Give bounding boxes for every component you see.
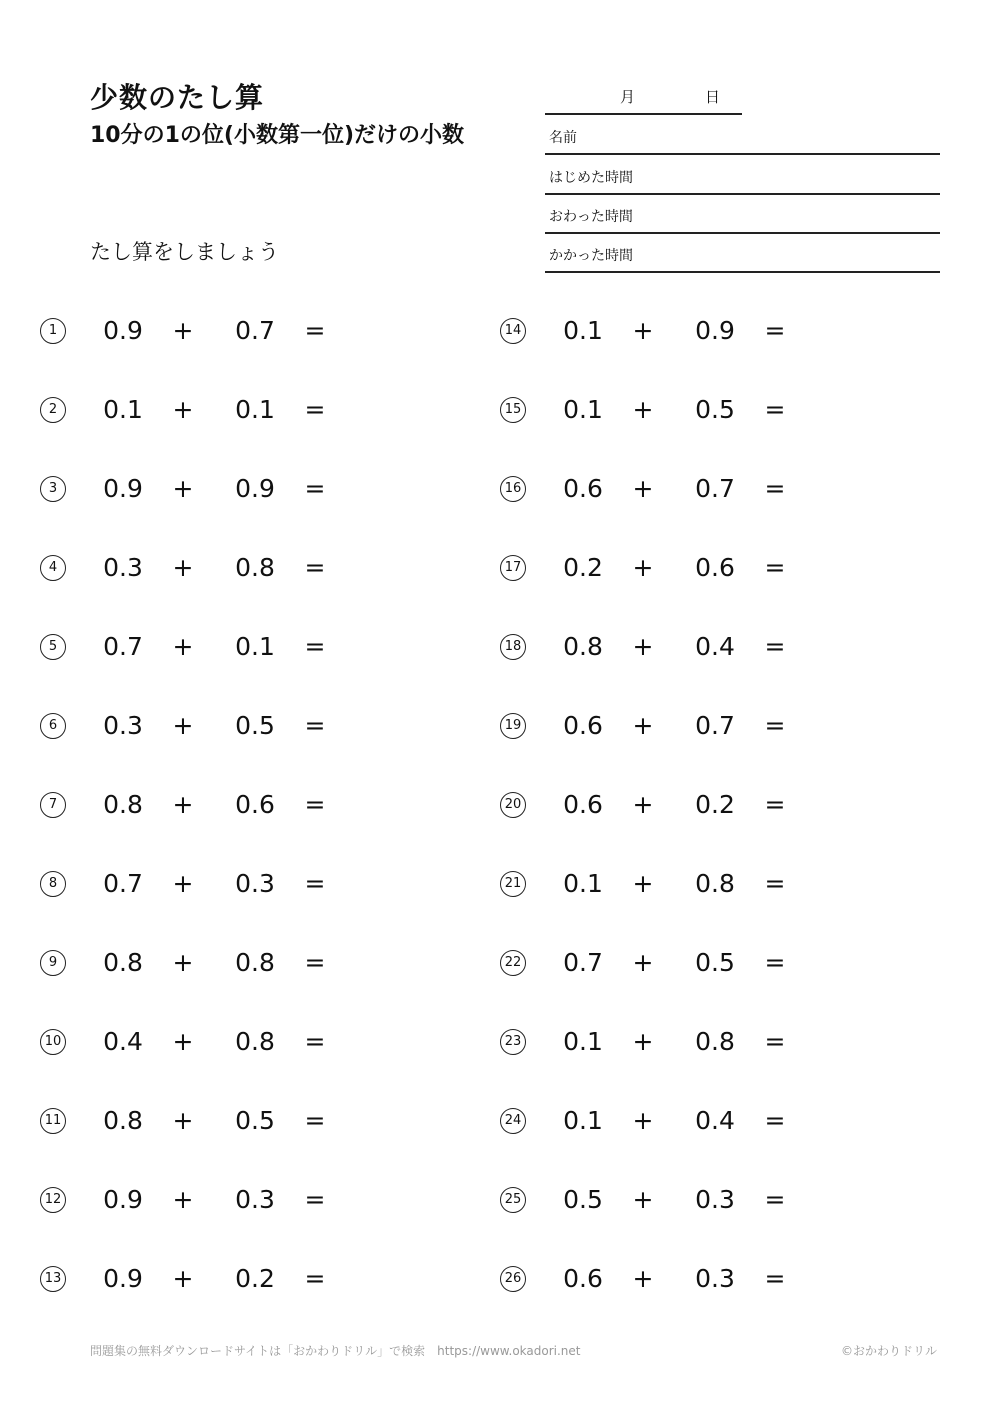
problem-number: 26 (500, 1266, 526, 1292)
problem-number: 17 (500, 555, 526, 581)
footer-copyright: ©おかわりドリル (840, 1344, 937, 1358)
operand-b: 0.8 (235, 1027, 275, 1056)
problem-number: 4 (40, 555, 66, 581)
problem-row (40, 627, 460, 667)
operand-a: 0.1 (563, 316, 603, 345)
plus-sign: + (632, 790, 654, 819)
equals-sign: = (304, 316, 326, 345)
operand-a: 0.9 (103, 1185, 143, 1214)
operand-b: 0.4 (695, 1106, 735, 1135)
problem-row (40, 785, 460, 825)
problem-number: 19 (500, 713, 526, 739)
problem-row (500, 1022, 920, 1062)
plus-sign: + (632, 316, 654, 345)
operand-a: 0.8 (103, 790, 143, 819)
operand-b: 0.6 (235, 790, 275, 819)
operand-b: 0.5 (235, 1106, 275, 1135)
operand-b: 0.9 (235, 474, 275, 503)
problem-row (500, 785, 920, 825)
operand-a: 0.1 (103, 395, 143, 424)
problem-row (500, 706, 920, 746)
operand-b: 0.3 (235, 1185, 275, 1214)
operand-b: 0.8 (695, 869, 735, 898)
plus-sign: + (172, 395, 194, 424)
problem-number: 11 (40, 1108, 66, 1134)
operand-b: 0.3 (695, 1264, 735, 1293)
operand-b: 0.1 (235, 395, 275, 424)
problem-number: 22 (500, 950, 526, 976)
plus-sign: + (172, 869, 194, 898)
plus-sign: + (172, 316, 194, 345)
end-time-field (545, 194, 940, 234)
operand-b: 0.7 (235, 316, 275, 345)
plus-sign: + (172, 1106, 194, 1135)
plus-sign: + (632, 948, 654, 977)
operand-b: 0.3 (695, 1185, 735, 1214)
equals-sign: = (304, 553, 326, 582)
operand-b: 0.7 (695, 474, 735, 503)
problem-row (40, 943, 460, 983)
equals-sign: = (764, 790, 786, 819)
problem-row (500, 1180, 920, 1220)
operand-a: 0.8 (103, 948, 143, 977)
operand-a: 0.5 (563, 1185, 603, 1214)
problem-row (500, 469, 920, 509)
equals-sign: = (304, 1027, 326, 1056)
plus-sign: + (172, 1185, 194, 1214)
problem-number: 3 (40, 476, 66, 502)
problem-number: 13 (40, 1266, 66, 1292)
worksheet-subtitle: 10分の1の位(小数第一位)だけの小数 (90, 123, 465, 148)
problem-number: 8 (40, 871, 66, 897)
problem-number: 1 (40, 318, 66, 344)
operand-b: 0.9 (695, 316, 735, 345)
operand-a: 0.3 (103, 711, 143, 740)
plus-sign: + (632, 474, 654, 503)
operand-b: 0.8 (235, 948, 275, 977)
duration-label: かかった時間 (549, 248, 633, 264)
problem-row (500, 1259, 920, 1299)
name-field (545, 115, 940, 155)
operand-b: 0.7 (695, 711, 735, 740)
problem-number: 18 (500, 634, 526, 660)
problem-number: 12 (40, 1187, 66, 1213)
problem-number: 24 (500, 1108, 526, 1134)
plus-sign: + (632, 395, 654, 424)
equals-sign: = (304, 1264, 326, 1293)
problem-row (500, 864, 920, 904)
equals-sign: = (304, 395, 326, 424)
problem-row (500, 390, 920, 430)
plus-sign: + (632, 553, 654, 582)
equals-sign: = (304, 711, 326, 740)
equals-sign: = (764, 1106, 786, 1135)
equals-sign: = (764, 316, 786, 345)
problem-number: 9 (40, 950, 66, 976)
problem-row (500, 1101, 920, 1141)
problem-row (40, 706, 460, 746)
plus-sign: + (172, 711, 194, 740)
operand-a: 0.1 (563, 395, 603, 424)
problem-number: 5 (40, 634, 66, 660)
operand-b: 0.2 (695, 790, 735, 819)
equals-sign: = (764, 1264, 786, 1293)
operand-a: 0.9 (103, 1264, 143, 1293)
operand-b: 0.4 (695, 632, 735, 661)
operand-a: 0.6 (563, 474, 603, 503)
equals-sign: = (304, 869, 326, 898)
problem-row (500, 311, 920, 351)
problem-number: 25 (500, 1187, 526, 1213)
plus-sign: + (632, 1264, 654, 1293)
operand-a: 0.1 (563, 1106, 603, 1135)
equals-sign: = (304, 632, 326, 661)
problem-row (40, 1022, 460, 1062)
problem-number: 2 (40, 397, 66, 423)
problem-row (40, 469, 460, 509)
operand-a: 0.1 (563, 1027, 603, 1056)
end-time-label: おわった時間 (549, 209, 633, 225)
problem-number: 15 (500, 397, 526, 423)
problem-number: 21 (500, 871, 526, 897)
equals-sign: = (764, 474, 786, 503)
equals-sign: = (304, 1106, 326, 1135)
plus-sign: + (172, 1027, 194, 1056)
plus-sign: + (172, 553, 194, 582)
operand-a: 0.9 (103, 474, 143, 503)
equals-sign: = (764, 553, 786, 582)
equals-sign: = (764, 632, 786, 661)
operand-a: 0.7 (563, 948, 603, 977)
operand-a: 0.1 (563, 869, 603, 898)
plus-sign: + (632, 1027, 654, 1056)
problem-number: 16 (500, 476, 526, 502)
equals-sign: = (764, 1027, 786, 1056)
equals-sign: = (764, 711, 786, 740)
plus-sign: + (172, 632, 194, 661)
start-time-label: はじめた時間 (549, 170, 633, 186)
equals-sign: = (304, 1185, 326, 1214)
problem-row (40, 548, 460, 588)
problem-row (40, 1259, 460, 1299)
start-time-field (545, 155, 940, 195)
problem-number: 7 (40, 792, 66, 818)
plus-sign: + (632, 1185, 654, 1214)
problem-number: 23 (500, 1029, 526, 1055)
operand-b: 0.8 (235, 553, 275, 582)
operand-a: 0.9 (103, 316, 143, 345)
problem-number: 10 (40, 1029, 66, 1055)
operand-a: 0.6 (563, 711, 603, 740)
plus-sign: + (172, 790, 194, 819)
plus-sign: + (172, 1264, 194, 1293)
operand-b: 0.5 (235, 711, 275, 740)
plus-sign: + (632, 1106, 654, 1135)
name-label: 名前 (549, 130, 577, 146)
operand-a: 0.6 (563, 1264, 603, 1293)
problem-row (40, 390, 460, 430)
operand-a: 0.8 (563, 632, 603, 661)
problem-row (40, 1101, 460, 1141)
instruction-text: たし算をしましょう (90, 240, 279, 264)
footer-site-note: 問題集の無料ダウンロードサイトは「おかわりドリル」で検索 https://www.okadori.net (90, 1344, 581, 1358)
operand-b: 0.8 (695, 1027, 735, 1056)
worksheet-title: 少数のたし算 (90, 81, 265, 114)
equals-sign: = (764, 1185, 786, 1214)
operand-a: 0.8 (103, 1106, 143, 1135)
operand-a: 0.6 (563, 790, 603, 819)
operand-b: 0.5 (695, 395, 735, 424)
operand-a: 0.7 (103, 632, 143, 661)
problem-number: 20 (500, 792, 526, 818)
operand-a: 0.2 (563, 553, 603, 582)
date-field (545, 80, 742, 115)
operand-b: 0.5 (695, 948, 735, 977)
equals-sign: = (764, 948, 786, 977)
problem-row (40, 311, 460, 351)
operand-a: 0.7 (103, 869, 143, 898)
plus-sign: + (632, 869, 654, 898)
problem-row (40, 864, 460, 904)
plus-sign: + (172, 948, 194, 977)
equals-sign: = (764, 395, 786, 424)
month-label: 月 (620, 88, 636, 106)
duration-field (545, 233, 940, 273)
problem-row (500, 548, 920, 588)
operand-a: 0.3 (103, 553, 143, 582)
operand-b: 0.1 (235, 632, 275, 661)
equals-sign: = (304, 790, 326, 819)
operand-b: 0.2 (235, 1264, 275, 1293)
day-label: 日 (705, 88, 721, 106)
problem-number: 6 (40, 713, 66, 739)
plus-sign: + (632, 632, 654, 661)
problem-number: 14 (500, 318, 526, 344)
operand-b: 0.3 (235, 869, 275, 898)
problem-row (500, 943, 920, 983)
problem-row (40, 1180, 460, 1220)
problem-row (500, 627, 920, 667)
equals-sign: = (304, 948, 326, 977)
operand-b: 0.6 (695, 553, 735, 582)
plus-sign: + (172, 474, 194, 503)
equals-sign: = (304, 474, 326, 503)
equals-sign: = (764, 869, 786, 898)
operand-a: 0.4 (103, 1027, 143, 1056)
plus-sign: + (632, 711, 654, 740)
